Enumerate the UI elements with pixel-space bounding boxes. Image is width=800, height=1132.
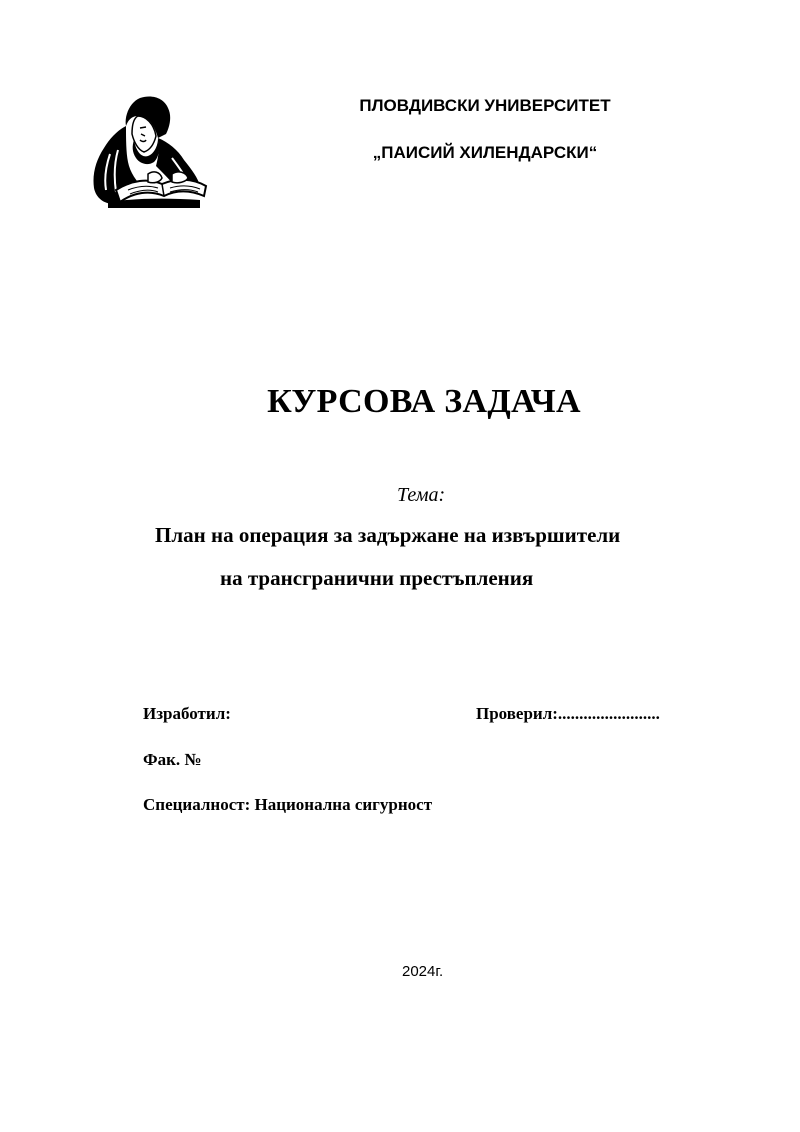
document-title: КУРСОВА ЗАДАЧА	[267, 383, 581, 420]
university-name-line-2: „ПАИСИЙ ХИЛЕНДАРСКИ“	[372, 143, 598, 162]
year-label: 2024г.	[402, 963, 444, 980]
faculty-number-label: Фак. №	[143, 750, 202, 769]
university-name-line-1: ПЛОВДИВСКИ УНИВЕРСИТЕТ	[359, 96, 611, 115]
specialty-label: Специалност: Национална сигурност	[143, 795, 433, 814]
topic-label: Тема:	[397, 484, 446, 506]
topic-title-line-2: на трансгранични престъпления	[220, 566, 534, 590]
checked-by-label: Проверил:........................	[476, 704, 660, 723]
topic-title-line-1: План на операция за задържане на извършители	[155, 523, 621, 547]
paisiy-hilendarski-logo-icon	[88, 94, 212, 210]
made-by-label: Изработил:	[143, 704, 231, 723]
